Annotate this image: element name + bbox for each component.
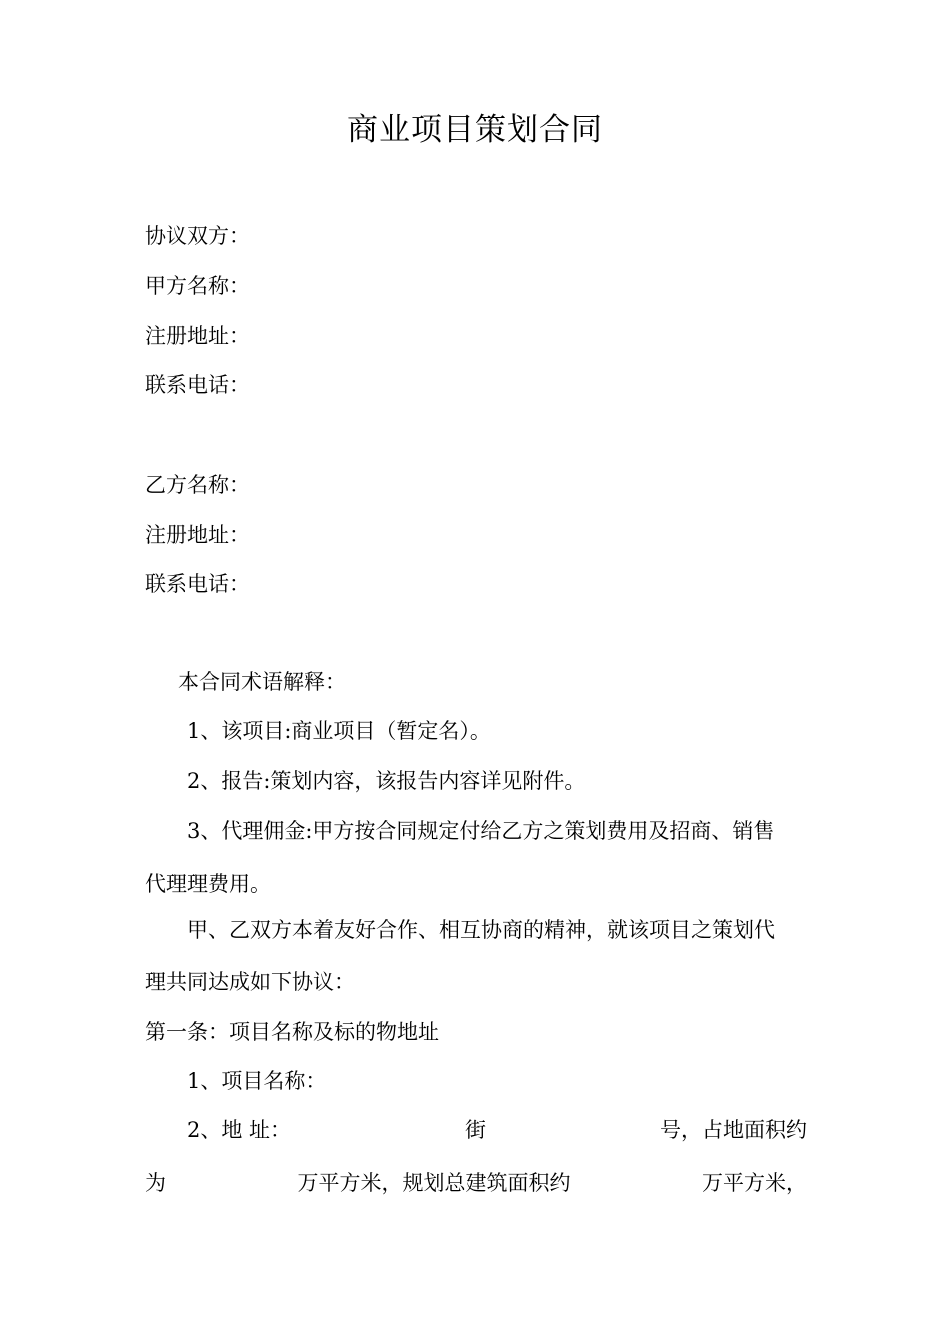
land-area-unit: 万平方米，规划总建筑面积约 [297,1171,571,1195]
preamble-line2: 理共同达成如下协议： [145,970,355,994]
article1-item1: 1、项目名称： [187,1069,327,1093]
party-b-name-label: 乙方名称： [145,473,250,497]
number-area-label: 号，占地面积约 [659,1118,807,1142]
party-a-name-label: 甲方名称： [145,274,250,298]
document-title: 商业项目策划合同 [347,112,603,148]
terms-item-2: 2、报告:策划内容，该报告内容详见附件。 [187,769,586,793]
terms-item-3-line2: 代理理费用。 [145,872,271,896]
address-label: 2、地 址： [187,1118,292,1142]
party-b-phone-label: 联系电话： [145,572,250,596]
party-a-phone-label: 联系电话： [145,373,250,397]
parties-heading: 协议双方： [145,224,250,248]
party-b-address-label: 注册地址： [145,523,250,547]
article1-area-line [145,1168,807,1198]
street-label: 街 [465,1118,487,1142]
preamble-line1: 甲、乙双方本着友好合作、相互协商的精神，就该项目之策划代 [187,918,775,942]
article1-address-line [187,1115,807,1145]
build-area-unit: 万平方米， [702,1171,807,1195]
terms-item-1: 1、该项目:商业项目（暂定名）。 [187,719,491,743]
terms-item-3-line1: 3、代理佣金:甲方按合同规定付给乙方之策划费用及招商、销售 [187,819,775,843]
terms-heading: 本合同术语解释： [178,670,346,694]
wei-label: 为 [145,1171,166,1195]
party-a-address-label: 注册地址： [145,324,250,348]
article1-heading: 第一条：项目名称及标的物地址 [145,1020,439,1044]
